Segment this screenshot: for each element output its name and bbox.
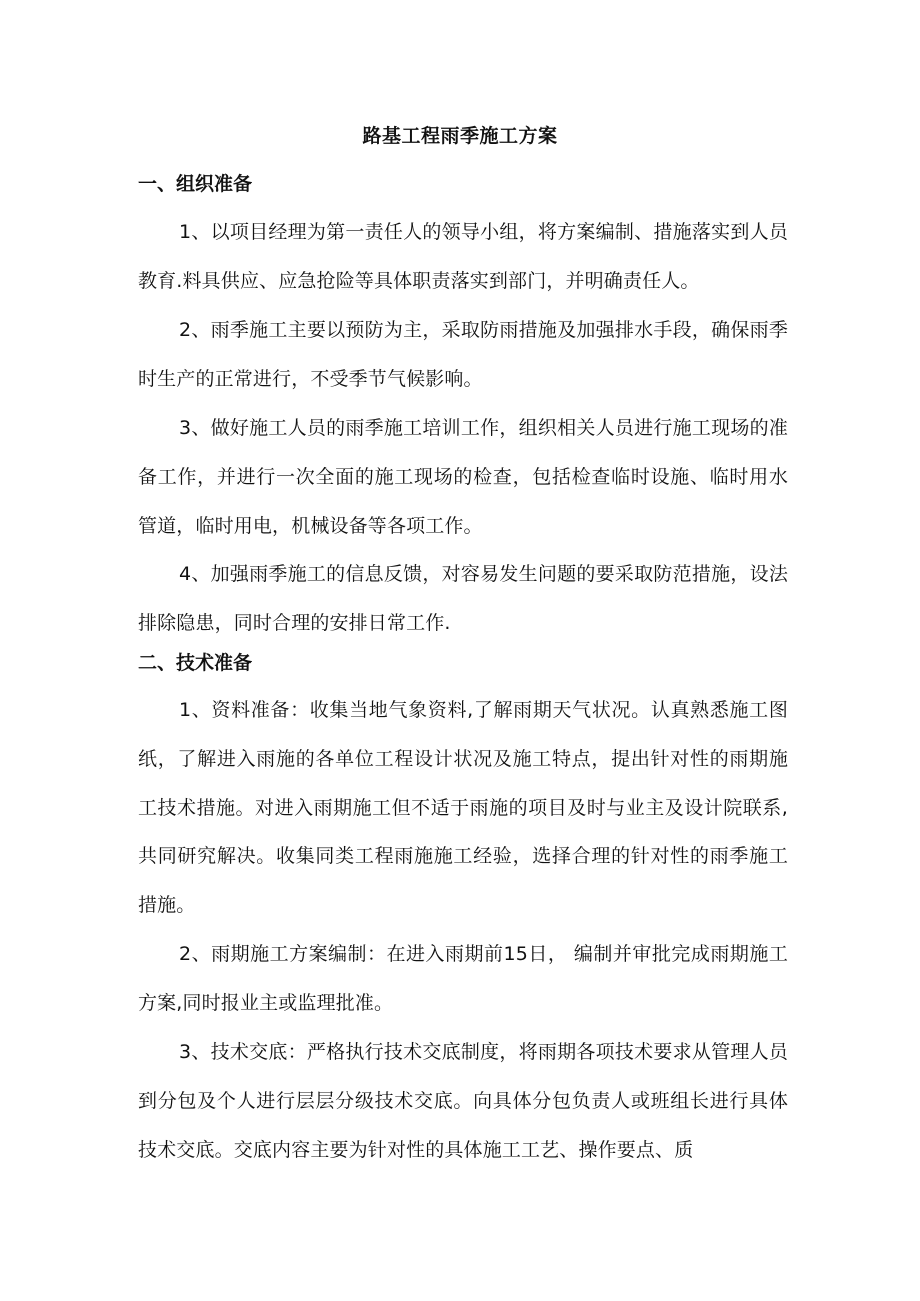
- paragraph-org-2: 2、雨季施工主要以预防为主，采取防雨措施及加强排水手段，确保雨季时生产的正常进行，不受季节气候影响。: [138, 319, 788, 390]
- paragraph-tech-2: 2、雨期施工方案编制：在进入雨期前15日， 编制并审批完成雨期施工方案,同时报业主或监理批准。: [138, 943, 788, 1014]
- section-heading-organization: 一、组织准备: [138, 173, 253, 195]
- paragraph-tech-1: 1、资料准备：收集当地气象资料,了解雨期天气状况。认真熟悉施工图纸，了解进入雨施的各单位工程设计状况及施工特点，提出针对性的雨期施工技术措施。对进入雨期施工但不适于雨施的项目及时与业主及设计院联系,共同研究解决。收集同类工程雨施施工经验，选择合理的针对性的雨季施工措施。: [138, 699, 788, 917]
- section-heading-technical: 二、技术准备: [138, 652, 253, 674]
- paragraph-org-1: 1、以项目经理为第一责任人的领导小组，将方案编制、措施落实到人员教育.料具供应、应急抢险等具体职责落实到部门，并明确责任人。: [138, 221, 788, 292]
- document-title: 路基工程雨季施工方案: [362, 125, 558, 147]
- paragraph-org-4: 4、加强雨季施工的信息反馈，对容易发生问题的要采取防范措施，设法排除隐患，同时合理的安排日常工作.: [138, 563, 788, 634]
- paragraph-tech-3: 3、技术交底：严格执行技术交底制度，将雨期各项技术要求从管理人员到分包及个人进行层层分级技术交底。向具体分包负责人或班组长进行具体技术交底。交底内容主要为针对性的具体施工工艺、操作要点、质: [138, 1041, 788, 1161]
- paragraph-org-3: 3、做好施工人员的雨季施工培训工作，组织相关人员进行施工现场的准备工作，并进行一次全面的施工现场的检查，包括检查临时设施、临时用水管道，临时用电，机械设备等各项工作。: [138, 417, 788, 537]
